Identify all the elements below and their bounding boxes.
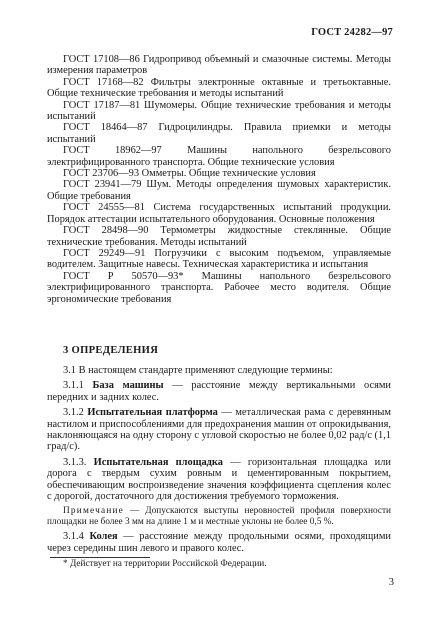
section-title: 3 ОПРЕДЕЛЕНИЯ <box>63 345 159 356</box>
definition-note <box>47 506 391 527</box>
definition-item <box>47 407 391 453</box>
definition-term: Колея <box>89 531 118 543</box>
definition-text: — горизонтальная площадка или дорога с твердым сухим ровным и цементированным покрытием, обеспечивающим воспроизведение значения коэффициента сцепления колес с дорогой, достаточного для достижения требуемого торможения. <box>47 456 391 503</box>
definition-number: 3.1.3. <box>63 456 87 468</box>
note-text: — Допускаются выступы неровностей профиля поверхности площадки не более 3 мм на длине 1 м и местные уклоны не более 0,5 %. <box>47 506 391 527</box>
normative-references-list <box>47 54 391 305</box>
definition-term: Испытательная платформа <box>87 407 218 419</box>
definition-text: — металлическая рама с деревянным настилом и приспособлениями для предохранения машин от опрокидывания, наклоняющаяся на одну сторону с угловой скоростью не более 0,02 рад/с (1,1 град/с). <box>47 407 391 453</box>
definitions-body <box>47 365 391 558</box>
reference-item: ГОСТ 23706—93 Омметры. Общие технические условия <box>63 168 316 180</box>
reference-item: ГОСТ 23941—79 Шум. Методы определения шумовых характеристик. Общие требования <box>47 179 391 202</box>
definition-number: 3.1.2 <box>63 407 84 419</box>
reference-item: ГОСТ 17187—81 Шумомеры. Общие технические требования и методы испытаний <box>47 99 391 123</box>
reference-item: ГОСТ Р 50570—93* Машины напольного безрельсового электрифицированного транспорта. Рабочее место водителя. Общие эргономические требования <box>47 270 391 305</box>
definition-item <box>47 457 391 503</box>
definition-text: — расстояние между вертикальными осями передних и задних колес. <box>47 380 391 403</box>
definition-term: Испытательная площадка <box>93 456 223 468</box>
reference-item: ГОСТ 29249—91 Погрузчики с высоким подъемом, управляемые водителем. Защитные навесы. Техническая характеристика и испытания <box>47 247 391 271</box>
definition-number: 3.1.4 <box>63 531 84 543</box>
reference-item: ГОСТ 18464—87 Гидроцилиндры. Правила приемки и методы испытаний <box>47 122 391 145</box>
reference-item: ГОСТ 24555—81 Система государственных испытаний продукции. Порядок аттестации испытательного оборудования. Основные положения <box>47 202 391 225</box>
footnote-divider <box>50 557 150 558</box>
definition-text: — расстояние между продольными осями, проходящими через середины шин левого и правого колес. <box>47 531 391 554</box>
page-number: 3 <box>388 577 394 588</box>
page-header-standard: ГОСТ 24282—97 <box>311 27 393 38</box>
note-label: Примечание <box>63 506 124 517</box>
definition-number: 3.1.1 <box>63 380 84 392</box>
footnote: * Действует на территории Российской Федерации. <box>63 559 267 569</box>
reference-item: ГОСТ 18962—97 Машины напольного безрельсового электрифицированного транспорта. Общие технические условия <box>47 145 391 168</box>
definition-term: База машины <box>92 380 164 392</box>
definition-item <box>47 380 391 403</box>
reference-item: ГОСТ 28498—90 Термометры жидкостные стеклянные. Общие технические требования. Методы испытаний <box>47 225 391 248</box>
reference-item: ГОСТ 17168—82 Фильтры электронные октавные и третьоктавные. Общие технические требования и методы испытаний <box>47 76 391 100</box>
definition-item <box>47 531 391 554</box>
reference-item: ГОСТ 17108—86 Гидропривод объемный и смазочные системы. Методы измерения параметров <box>47 54 391 77</box>
definitions-intro: 3.1 В настоящем стандарте применяют следующие термины: <box>63 365 333 376</box>
